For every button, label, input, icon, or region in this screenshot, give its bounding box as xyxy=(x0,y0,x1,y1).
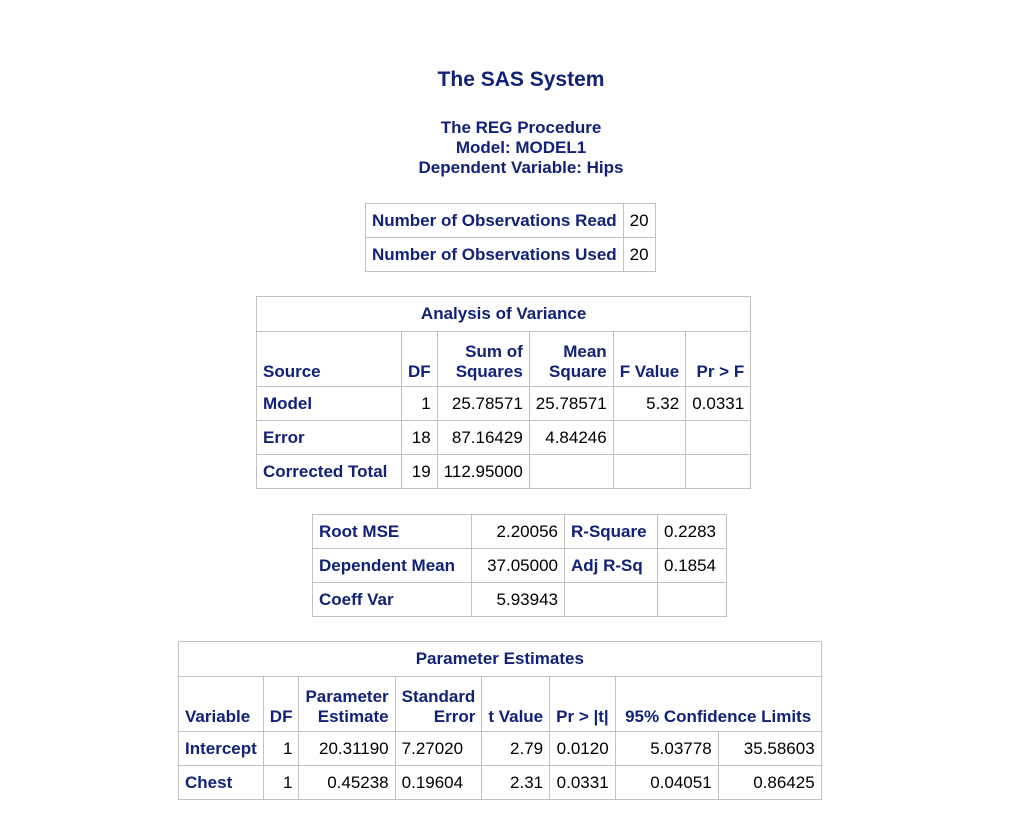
cell-se: 7.27020 xyxy=(395,732,482,766)
procedure-title: The REG Procedure xyxy=(440,118,602,137)
cell-f xyxy=(613,455,686,489)
cell-lower: 5.03778 xyxy=(615,732,718,766)
col-ss-line1: Sum of xyxy=(465,342,523,361)
cell-f xyxy=(613,421,686,455)
cell-estimate: 0.45238 xyxy=(299,766,395,800)
observations-table xyxy=(365,203,656,272)
col-f-value: F Value xyxy=(613,332,686,387)
cell-se: 0.19604 xyxy=(395,766,482,800)
cell-ms: 4.84246 xyxy=(529,421,613,455)
anova-table xyxy=(256,296,751,489)
row-variable: Intercept xyxy=(179,732,264,766)
fit-label: R-Square xyxy=(565,515,658,549)
cell-p xyxy=(686,421,751,455)
dependent-variable-title: Dependent Variable: Hips xyxy=(418,158,624,177)
table-caption-row xyxy=(257,297,751,332)
table-row xyxy=(313,515,727,549)
cell-ss: 25.78571 xyxy=(437,387,529,421)
cell-estimate: 20.31190 xyxy=(299,732,395,766)
col-confidence-limits: 95% Confidence Limits xyxy=(615,677,821,732)
anova-caption: Analysis of Variance xyxy=(257,297,751,332)
col-df: DF xyxy=(402,332,438,387)
fit-label: Root MSE xyxy=(313,515,472,549)
table-row xyxy=(179,732,822,766)
table-header-row xyxy=(179,677,822,732)
cell-lower: 0.04051 xyxy=(615,766,718,800)
cell-ss: 87.16429 xyxy=(437,421,529,455)
fit-label xyxy=(565,583,658,617)
col-se-line1: Standard xyxy=(401,687,476,706)
fit-value: 0.2283 xyxy=(658,515,727,549)
parameter-estimates-table xyxy=(178,641,822,800)
col-pr-t: Pr > |t| xyxy=(550,677,616,732)
fit-label: Adj R-Sq xyxy=(565,549,658,583)
cell-df: 19 xyxy=(402,455,438,489)
col-source: Source xyxy=(257,332,402,387)
col-pr-f: Pr > F xyxy=(686,332,751,387)
table-row xyxy=(313,549,727,583)
cell-upper: 35.58603 xyxy=(718,732,821,766)
col-parameter-estimate xyxy=(299,677,395,732)
params-caption: Parameter Estimates xyxy=(179,642,822,677)
fit-value: 5.93943 xyxy=(472,583,565,617)
table-row xyxy=(257,387,751,421)
col-sum-of-squares xyxy=(437,332,529,387)
col-est-line1: Parameter xyxy=(305,687,389,706)
obs-read-label: Number of Observations Read xyxy=(366,204,624,238)
row-source: Corrected Total xyxy=(257,455,402,489)
col-standard-error xyxy=(395,677,482,732)
fit-statistics-table xyxy=(312,514,727,617)
col-ms-line1: Mean xyxy=(563,342,607,361)
col-se-line2: Error xyxy=(433,707,476,726)
cell-p xyxy=(686,455,751,489)
col-est-line2: Estimate xyxy=(317,707,389,726)
cell-p: 0.0331 xyxy=(550,766,616,800)
cell-df: 1 xyxy=(402,387,438,421)
obs-used-label: Number of Observations Used xyxy=(366,238,624,272)
fit-value: 0.1854 xyxy=(658,549,727,583)
cell-upper: 0.86425 xyxy=(718,766,821,800)
col-df: DF xyxy=(263,677,299,732)
fit-label: Coeff Var xyxy=(313,583,472,617)
model-title: Model: MODEL1 xyxy=(455,138,587,157)
table-header-row xyxy=(257,332,751,387)
fit-value xyxy=(658,583,727,617)
cell-df: 18 xyxy=(402,421,438,455)
fit-value: 2.20056 xyxy=(472,515,565,549)
cell-df: 1 xyxy=(263,766,299,800)
cell-df: 1 xyxy=(263,732,299,766)
cell-ms: 25.78571 xyxy=(529,387,613,421)
row-source: Error xyxy=(257,421,402,455)
cell-p: 0.0120 xyxy=(550,732,616,766)
cell-t: 2.31 xyxy=(482,766,550,800)
table-caption-row xyxy=(179,642,822,677)
cell-p: 0.0331 xyxy=(686,387,751,421)
cell-ms xyxy=(529,455,613,489)
row-variable: Chest xyxy=(179,766,264,800)
table-row xyxy=(313,583,727,617)
col-ms-line2: Square xyxy=(549,362,607,381)
table-row xyxy=(257,421,751,455)
col-mean-square xyxy=(529,332,613,387)
col-ss-line2: Squares xyxy=(455,362,523,381)
table-row xyxy=(366,204,656,238)
fit-value: 37.05000 xyxy=(472,549,565,583)
page-title: The SAS System xyxy=(437,68,605,91)
col-variable: Variable xyxy=(179,677,264,732)
col-t-value: t Value xyxy=(482,677,550,732)
row-source: Model xyxy=(257,387,402,421)
table-row xyxy=(366,238,656,272)
cell-t: 2.79 xyxy=(482,732,550,766)
table-row xyxy=(179,766,822,800)
obs-used-value: 20 xyxy=(623,238,655,272)
fit-label: Dependent Mean xyxy=(313,549,472,583)
cell-ss: 112.95000 xyxy=(437,455,529,489)
table-row xyxy=(257,455,751,489)
cell-f: 5.32 xyxy=(613,387,686,421)
obs-read-value: 20 xyxy=(623,204,655,238)
